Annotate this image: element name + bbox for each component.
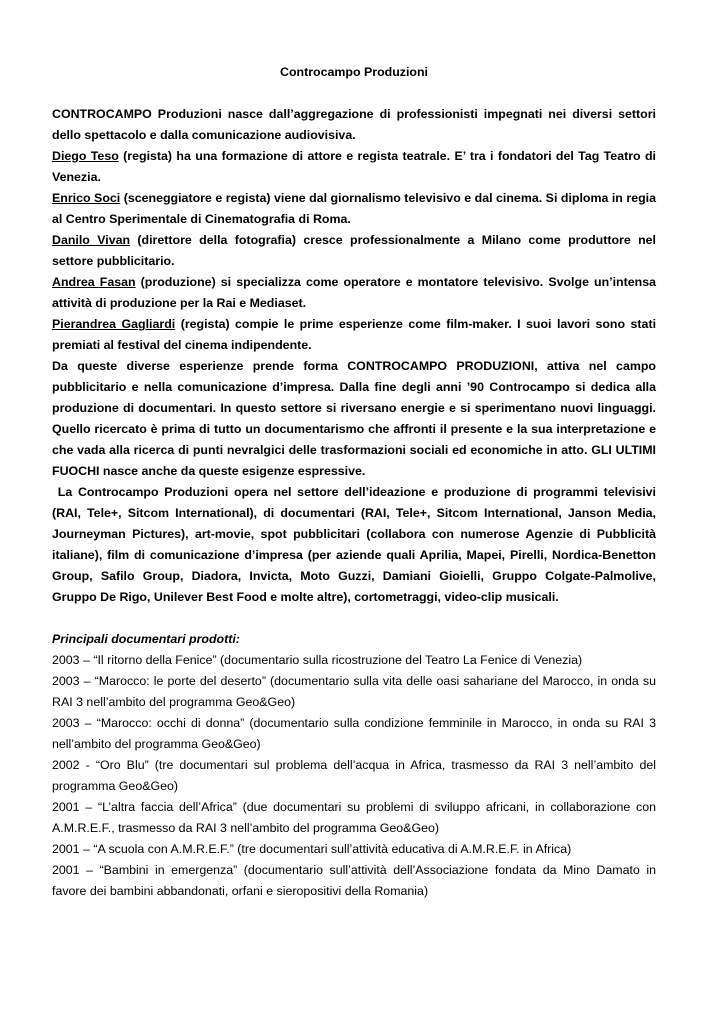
person-description: (direttore della fotografia) cresce professionalmente a Milano come produttore nel settore pubblicitario.	[52, 233, 656, 268]
person-description: (regista) compie le prime esperienze come film-maker. I suoi lavori sono stati premiati al festival del cinema indipendente.	[52, 317, 657, 352]
person-entry-soci	[52, 188, 656, 230]
person-entry-vivan	[52, 230, 656, 272]
person-description: (sceneggiatore e regista) viene dal giornalismo televisivo e dal cinema. Si diploma in regia al Centro Sperimentale di Cinematografia di Roma.	[52, 191, 656, 226]
company-description	[52, 104, 660, 608]
person-description: (produzione) si specializza come operatore e montatore televisivo. Svolge un’intensa attività di produzione per la Rai e Mediaset.	[52, 275, 656, 310]
list-item: 2001 – “A scuola con A.M.R.E.F.” (tre documentari sull’attività educativa di A.M.R.E.F. in Africa)	[52, 842, 572, 856]
document-title: Controcampo Produzioni	[280, 65, 428, 79]
person-name: Danilo Vivan	[52, 233, 131, 247]
person-name: Diego Teso	[52, 149, 119, 163]
person-name: Pierandrea Gagliardi	[52, 317, 176, 331]
document-page	[52, 62, 660, 902]
documentaries-heading: Principali documentari prodotti:	[52, 632, 240, 646]
person-entry-teso	[52, 146, 656, 188]
person-entry-gagliardi	[52, 314, 656, 356]
list-item: 2001 – “Bambini in emergenza” (documentario sull’attività dell’Associazione fondata da Mino Damato in favore dei bambini abbandonati, orfani e sieropositivi della Romania)	[52, 863, 656, 898]
list-item: 2003 – “Marocco: le porte del deserto” (documentario sulla vita delle oasi sahariane del Marocco, in onda su RAI 3 nell’ambito del programma Geo&Geo)	[52, 674, 656, 709]
person-description: (regista) ha una formazione di attore e regista teatrale. E’ tra i fondatori del Tag Teatro di Venezia.	[52, 149, 656, 184]
person-name: Andrea Fasan	[52, 275, 136, 289]
list-item: 2002 - “Oro Blu” (tre documentari sul problema dell’acqua in Africa, trasmesso da RAI 3 nell’ambito del programma Geo&Geo)	[52, 758, 656, 793]
list-item: 2003 – “Marocco: occhi di donna” (documentario sulla condizione femminile in Marocco, in onda su RAI 3 nell’ambito del programma Geo&Geo)	[52, 716, 656, 751]
person-name: Enrico Soci	[52, 191, 121, 205]
documentaries-list	[52, 650, 656, 902]
intro-paragraph: CONTROCAMPO Produzioni nasce dall’aggregazione di professionisti impegnati nei diversi settori dello spettacolo e dalla comunicazione audiovisiva.	[52, 107, 656, 142]
list-item: 2001 – “L’altra faccia dell’Africa” (due documentari su problemi di sviluppo africani, in collaborazione con A.M.R.E.F., trasmesso da RAI 3 nell’ambito del programma Geo&Geo)	[52, 800, 656, 835]
list-item: 2003 – “Il ritorno della Fenice” (documentario sulla ricostruzione del Teatro La Fenice di Venezia)	[52, 653, 583, 667]
spacer	[52, 608, 656, 629]
history-paragraph: Da queste diverse esperienze prende forma CONTROCAMPO PRODUZIONI, attiva nel campo pubblicitario e nella comunicazione d’impresa. Dalla fine degli anni ’90 Controcampo si dedica alla produzione di documentari. In questo settore si riversano energie e si sperimentano nuovi linguaggi. Quello ricercato è prima di tutto un documentarismo che affronti il presente e la sua interpretazione e che vada alla ricerca di punti nevralgici delle trasformazioni sociali ed economiche in atto. GLI ULTIMI FUOCHI nasce anche da queste esigenze espressive.	[52, 359, 656, 478]
activities-paragraph: La Controcampo Produzioni opera nel settore dell’ideazione e produzione di programmi televisivi (RAI, Tele+, Sitcom International), di documentari (RAI, Tele+, Sitcom International, Janson Media, Journeyman Pictures), art-movie, spot pubblicitari (collabora con numerose Agenzie di Pubblicità italiane), film di comunicazione d’impresa (per aziende quali Aprilia, Mapei, Pirelli, Nordica-Benetton Group, Safilo Group, Diadora, Invicta, Moto Guzzi, Damiani Gioielli, Gruppo Colgate-Palmolive, Gruppo De Rigo, Unilever Best Food e molte altre), cortometraggi, video-clip musicali.	[52, 485, 660, 604]
person-entry-fasan	[52, 272, 656, 314]
